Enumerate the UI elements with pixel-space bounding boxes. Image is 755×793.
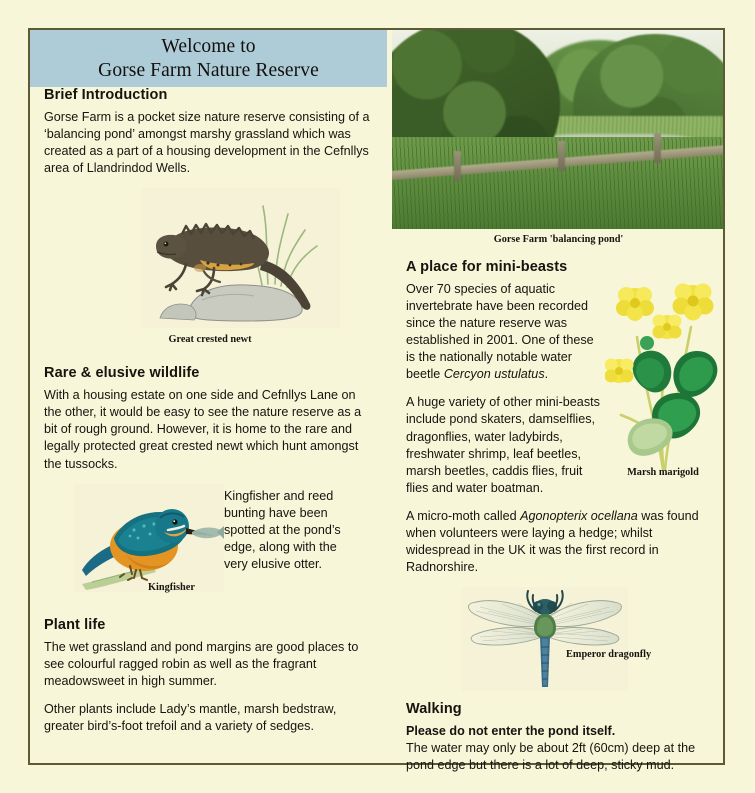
dragonfly-caption: Emperor dragonfly: [566, 649, 652, 660]
plant-life-text-1: The wet grassland and pond margins are good places to see colourful ragged robin as well as the fragrant meadowsweet in high summer.: [44, 639, 359, 688]
emperor-dragonfly-image: [462, 587, 628, 691]
mini-beasts-text-3: [406, 508, 711, 576]
header-line-2: Gorse Farm Nature Reserve: [98, 59, 319, 81]
great-crested-newt-figure: [44, 188, 376, 338]
plant-life-heading: Plant life: [44, 616, 106, 633]
kingfisher-caption: Kingfisher: [148, 581, 195, 593]
brief-introduction-text: Gorse Farm is a pocket size nature reserve consisting of a ‘balancing pond’ amongst marshy grassland which was created as a part of a housing development in the Cefnllys area of Llandrindod Wells.: [44, 110, 370, 176]
emperor-dragonfly-figure: [406, 587, 711, 699]
mini-beasts-text-1: [406, 281, 602, 383]
kingfisher-text: Kingfisher and reed bunting have been spotted at the pond’s edge, along with the very elusive otter.: [224, 488, 341, 571]
header-line-1: Welcome to: [161, 35, 256, 57]
marsh-marigold-figure: [605, 279, 723, 475]
micro-moth-text-pre: A micro-moth called: [406, 508, 521, 523]
mini-beasts-text-1-post: .: [544, 367, 549, 382]
photo-fence-post-3: [654, 133, 661, 163]
agonopterix-species-name: Agonopterix ocellana: [520, 508, 638, 523]
mini-beasts-text-1-pre: Over 70 species of aquatic invertebrate have been recorded since the nature reserve was established in 2001. One of these is the nationally notable water beetle: [406, 282, 594, 382]
great-crested-newt-image: [142, 188, 340, 328]
rare-wildlife-heading: Rare & elusive wildlife: [44, 365, 200, 382]
cercyon-species-name: Cercyon ustulatus: [443, 367, 545, 382]
micro-moth-text-post: was found when volunteers were laying a hedge; whilst widespread in the UK it was the first record in Radnorshire.: [406, 508, 699, 574]
walking-heading: Walking: [406, 701, 462, 717]
photo-fence-post-1: [454, 151, 461, 181]
left-column: [30, 87, 390, 735]
mini-beasts-text-2: A huge variety of other mini-beasts include pond skaters, damselflies, dragonflies, water ladybirds, freshwater shrimp, leaf beetles, marsh beetles, caddis flies, fruit flies and water boatman.: [406, 395, 600, 495]
marsh-marigold-image: [605, 279, 723, 475]
welcome-header: [30, 30, 387, 87]
walking-text: The water may only be about 2ft (60cm) deep at the pond edge but there is a lot of deep, sticky mud.: [406, 741, 696, 773]
newt-caption: Great crested newt: [168, 334, 252, 346]
marsh-marigold-caption: Marsh marigold: [627, 467, 699, 478]
rare-wildlife-text: With a housing estate on one side and Cefnllys Lane on the other, it would be easy to see the nature reserve as a bit of rough ground. However, it is home to the rare and legally protected great crested newt which hunt amongst the tussocks.: [44, 388, 362, 471]
plant-life-text-2: Other plants include Lady’s mantle, marsh bedstraw, greater bird’s-foot trefoil and a variety of sedges.: [44, 701, 337, 733]
photo-fence-post-2: [558, 141, 565, 171]
walking-warning-text: Please do not enter the pond itself.: [406, 724, 616, 738]
pond-photo-caption: Gorse Farm 'balancing pond': [493, 234, 624, 245]
walking-warning: [406, 723, 711, 740]
pond-photo: [392, 30, 723, 229]
kingfisher-figure: [44, 484, 376, 599]
kingfisher-image: [74, 484, 224, 592]
mini-beasts-heading: A place for mini-beasts: [406, 259, 568, 275]
brief-introduction-heading: Brief Introduction: [44, 87, 168, 103]
right-column: [392, 30, 725, 774]
leaflet-panel: [28, 28, 725, 773]
